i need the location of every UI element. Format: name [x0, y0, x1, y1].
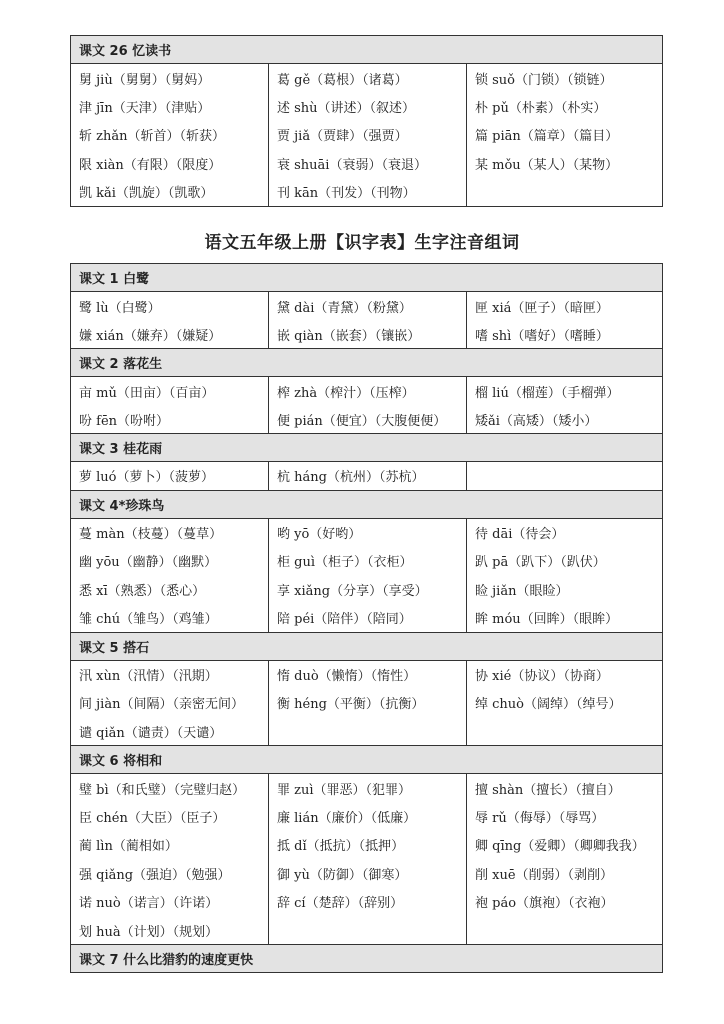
vocab-cell: 述 shù（讲述）（叙述） — [269, 92, 467, 121]
vocab-cell: 鹭 lù（白鹭） — [71, 292, 269, 321]
table-row — [71, 660, 663, 689]
vocab-cell: 斩 zhǎn（斩首）（斩获） — [71, 121, 269, 150]
lesson-header-row — [71, 945, 663, 973]
vocab-cell: 雏 chú（雏鸟）（鸡雏） — [71, 604, 269, 633]
vocab-cell: 贾 jiǎ（贾肆）（强贾） — [269, 121, 467, 150]
vocab-cell — [467, 462, 663, 491]
lesson-header-row — [71, 746, 663, 774]
vocab-cell: 衰 shuāi（衰弱）（衰退） — [269, 149, 467, 178]
table-row — [71, 888, 663, 917]
vocab-cell: 擅 shàn（擅长）（擅自） — [467, 774, 663, 803]
vocab-cell: 削 xuē（削弱）（剥削） — [467, 859, 663, 888]
vocab-cell — [467, 916, 663, 945]
vocab-cell: 陪 péi（陪伴）（陪同） — [269, 604, 467, 633]
table-row — [71, 575, 663, 604]
table-row — [71, 178, 663, 207]
vocab-cell — [269, 916, 467, 945]
vocab-cell: 亩 mǔ（田亩）（百亩） — [71, 377, 269, 406]
table-row — [71, 405, 663, 434]
table-row — [71, 831, 663, 860]
vocab-cell: 划 huà（计划）（规划） — [71, 916, 269, 945]
table-row — [71, 320, 663, 349]
lesson-title: 课文 26 忆读书 — [71, 36, 663, 64]
vocab-cell: 津 jīn（天津）（津贴） — [71, 92, 269, 121]
vocab-cell: 嫌 xián（嫌弃）（嫌疑） — [71, 320, 269, 349]
table-row — [71, 121, 663, 150]
lesson-title: 课文 3 桂花雨 — [71, 434, 663, 462]
table-row — [71, 859, 663, 888]
lesson-title: 课文 7 什么比猎豹的速度更快 — [71, 945, 663, 973]
table-row — [71, 689, 663, 718]
table-row — [71, 547, 663, 576]
table-row — [71, 377, 663, 406]
vocab-cell: 辞 cí（楚辞）（辞别） — [269, 888, 467, 917]
vocab-cell: 锁 suǒ（门锁）（锁链） — [467, 64, 663, 93]
vocab-cell: 抵 dǐ（抵抗）（抵押） — [269, 831, 467, 860]
vocab-cell: 间 jiàn（间隔）（亲密无间） — [71, 689, 269, 718]
table-row — [71, 604, 663, 633]
table-row — [71, 802, 663, 831]
lesson-title: 课文 2 落花生 — [71, 349, 663, 377]
lesson-header-row — [71, 36, 663, 64]
vocab-cell: 某 mǒu（某人）（某物） — [467, 149, 663, 178]
lesson-title: 课文 5 搭石 — [71, 632, 663, 660]
vocab-cell: 辱 rǔ（侮辱）（辱骂） — [467, 802, 663, 831]
lesson-header-row — [71, 632, 663, 660]
lesson-title: 课文 1 白鹭 — [71, 264, 663, 292]
vocab-cell: 臣 chén（大臣）（臣子） — [71, 802, 269, 831]
vocab-cell: 汛 xùn（汛情）（汛期） — [71, 660, 269, 689]
vocab-cell: 幽 yōu（幽静）（幽默） — [71, 547, 269, 576]
vocab-cell: 绰 chuò（阔绰）（绰号） — [467, 689, 663, 718]
vocab-cell: 睑 jiǎn（眼睑） — [467, 575, 663, 604]
vocab-cell: 诺 nuò（诺言）（许诺） — [71, 888, 269, 917]
table-row — [71, 462, 663, 491]
vocab-cell: 璧 bì（和氏璧）（完璧归赵） — [71, 774, 269, 803]
lesson-title: 课文 4*珍珠鸟 — [71, 490, 663, 518]
vocab-cell: 协 xié（协议）（协商） — [467, 660, 663, 689]
vocab-cell: 萝 luó（萝卜）（菠萝） — [71, 462, 269, 491]
table-row — [71, 518, 663, 547]
vocab-cell: 哟 yō（好哟） — [269, 518, 467, 547]
table-row — [71, 916, 663, 945]
vocab-cell: 匣 xiá（匣子）（暗匣） — [467, 292, 663, 321]
lesson-header-row — [71, 349, 663, 377]
table-row — [71, 292, 663, 321]
vocab-cell: 强 qiǎng（强迫）（勉强） — [71, 859, 269, 888]
vocab-cell — [467, 178, 663, 207]
lesson-26-table — [70, 35, 663, 207]
vocab-cell: 限 xiàn（有限）（限度） — [71, 149, 269, 178]
vocab-cell: 舅 jiù（舅舅）（舅妈） — [71, 64, 269, 93]
vocab-cell: 榴 liú（榴莲）（手榴弹） — [467, 377, 663, 406]
vocab-cell — [269, 717, 467, 746]
vocab-cell: 嗜 shì（嗜好）（嗜睡） — [467, 320, 663, 349]
vocab-cell: 袍 páo（旗袍）（衣袍） — [467, 888, 663, 917]
vocab-cell: 待 dāi（待会） — [467, 518, 663, 547]
vocab-cell: 廉 lián（廉价）（低廉） — [269, 802, 467, 831]
vocab-cell: 御 yù（防御）（御寒） — [269, 859, 467, 888]
vocab-cell: 蔺 lìn（蔺相如） — [71, 831, 269, 860]
vocab-cell: 篇 piān（篇章）（篇目） — [467, 121, 663, 150]
lesson-title: 课文 6 将相和 — [71, 746, 663, 774]
vocab-cell: 柜 guì（柜子）（衣柜） — [269, 547, 467, 576]
table-row — [71, 64, 663, 93]
page-title: 语文五年级上册【识字表】生字注音组词 — [204, 233, 520, 253]
vocab-cell: 谴 qiǎn（谴责）（天谴） — [71, 717, 269, 746]
table-row — [71, 92, 663, 121]
vocabulary-table — [70, 263, 663, 973]
vocab-cell: 卿 qīng（爱卿）（卿卿我我） — [467, 831, 663, 860]
vocab-cell: 朴 pǔ（朴素）（朴实） — [467, 92, 663, 121]
vocab-cell: 嵌 qiàn（嵌套）（镶嵌） — [269, 320, 467, 349]
vocab-cell: 吩 fēn（吩咐） — [71, 405, 269, 434]
vocab-cell: 蔓 màn（枝蔓）（蔓草） — [71, 518, 269, 547]
vocab-cell: 眸 móu（回眸）（眼眸） — [467, 604, 663, 633]
lesson-header-row — [71, 264, 663, 292]
table-row — [71, 774, 663, 803]
vocab-cell — [467, 717, 663, 746]
vocab-cell: 葛 gě（葛根）（诸葛） — [269, 64, 467, 93]
vocab-cell: 矮ǎi（高矮）（矮小） — [467, 405, 663, 434]
vocab-cell: 杭 háng（杭州）（苏杭） — [269, 462, 467, 491]
vocab-cell: 黛 dài（青黛）（粉黛） — [269, 292, 467, 321]
vocab-cell: 凯 kǎi（凯旋）（凯歌） — [71, 178, 269, 207]
table-row — [71, 717, 663, 746]
vocab-cell: 趴 pā（趴下）（趴伏） — [467, 547, 663, 576]
vocab-cell: 惰 duò（懒惰）（惰性） — [269, 660, 467, 689]
vocab-cell: 享 xiǎng（分享）（享受） — [269, 575, 467, 604]
table-row — [71, 149, 663, 178]
vocab-cell: 刊 kān（刊发）（刊物） — [269, 178, 467, 207]
vocab-cell: 榨 zhà（榨汁）（压榨） — [269, 377, 467, 406]
vocab-cell: 罪 zuì（罪恶）（犯罪） — [269, 774, 467, 803]
vocab-cell: 衡 héng（平衡）（抗衡） — [269, 689, 467, 718]
vocab-cell: 便 pián（便宜）（大腹便便） — [269, 405, 467, 434]
lesson-header-row — [71, 434, 663, 462]
lesson-header-row — [71, 490, 663, 518]
vocab-cell: 悉 xī（熟悉）（悉心） — [71, 575, 269, 604]
